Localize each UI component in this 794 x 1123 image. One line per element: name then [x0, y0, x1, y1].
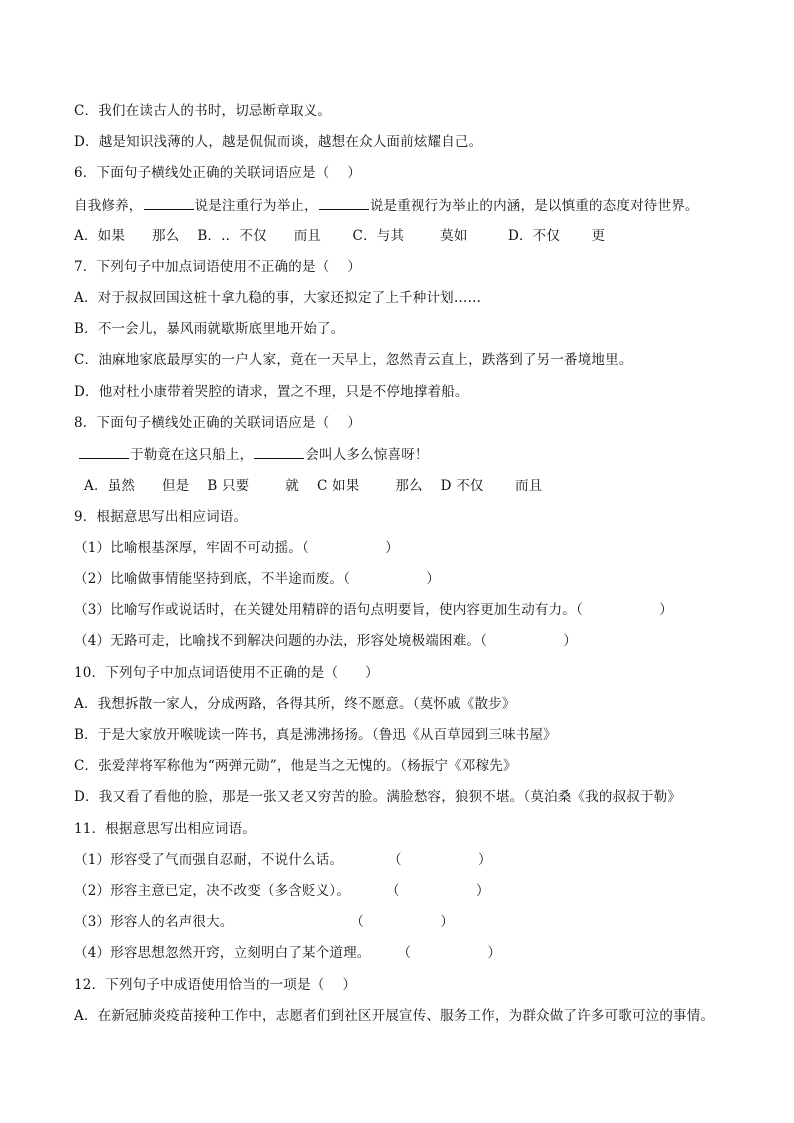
q6-text-c: 说是重视行为举止的内涵，是以慎重的态度对待世界。: [369, 198, 699, 214]
q11-item-1: （1）形容受了气而强自忍耐，不说什么话。 （ ）: [74, 852, 492, 868]
q9-item-1: （1）比喻根基深厚，牢固不可动摇。（ ）: [74, 540, 399, 556]
q9-item-4: （4）无路可走，比喻找不到解决问题的办法，形容处境极端困难。（ ）: [74, 633, 578, 649]
q6-text-a: 自我修养，: [74, 198, 143, 214]
q7-option-c: C．油麻地家底最厚实的一户人家，竟在一天早上，忽然青云直上，跌落到了另一番境地里。: [74, 352, 633, 368]
q12-option-a: A．在新冠肺炎疫苗接种工作中，志愿者们到社区开展宣传、服务工作，为群众做了许多可歌可泣的事情。: [74, 1008, 715, 1024]
q5-option-d: D．越是知识浅薄的人，越是侃侃而谈，越想在众人面前炫耀自己。: [74, 134, 483, 150]
q10-option-b: B．于是大家放开喉咙读一阵书，真是沸沸扬扬。（鲁迅《从百草园到三味书屋》: [74, 727, 557, 743]
q10-option-d: D．我又看了看他的脸，那是一张又老又穷苦的脸。满脸愁容，狼狈不堪。（莫泊桑《我的叔叔于勒》: [74, 789, 682, 805]
q7-stem: 7．下列句子中加点词语使用不正确的是（ ）: [74, 259, 362, 275]
q9-stem: 9．根据意思写出相应词语。: [74, 509, 248, 525]
q8-sentence: [78, 444, 429, 465]
q6-options: A．如果 那么 B．.．不仅 而且 C．与其 莫如 D．不仅 更: [74, 228, 606, 244]
q8-options: A．虽然 但是 B 只要 就 C 如果 那么 D 不仅 而且: [84, 478, 543, 494]
q6-text-b: 说是注重行为举止，: [194, 198, 318, 214]
q10-option-a: A．我想拆散一家人，分成两路，各得其所，终不愿意。（莫怀戚《散步》: [74, 696, 516, 712]
q8-stem: 8．下面句子横线处正确的关联词语应是（ ）: [74, 415, 362, 431]
answer-blank[interactable]: [319, 195, 369, 210]
q10-option-c: C．张爱萍将军称他为“两弹元勋”，他是当之无愧的。（杨振宁《邓稼先》: [74, 758, 517, 774]
q12-stem: 12．下列句子中成语使用恰当的一项是（ ）: [74, 977, 357, 993]
q6-sentence: [74, 195, 699, 216]
q7-option-a: A．对于叔叔回国这桩十拿九稳的事，大家还拟定了上千种计划……: [74, 290, 482, 306]
answer-blank[interactable]: [254, 444, 304, 459]
q9-item-3: （3）比喻写作或说话时，在关键处用精辟的语句点明要旨，使内容更加生动有力。（ ）: [74, 602, 673, 618]
q11-item-2: （2）形容主意已定，决不改变（多含贬义）。 （ ）: [74, 883, 490, 899]
q10-stem: 10．下列句子中加点词语使用不正确的是（ ）: [74, 665, 379, 681]
answer-blank[interactable]: [79, 444, 129, 459]
q11-item-4: （4）形容思想忽然开窍，立刻明白了某个道理。 （ ）: [74, 945, 502, 961]
q7-option-b: B．不一会儿，暴风雨就歇斯底里地开始了。: [74, 321, 345, 337]
q11-stem: 11．根据意思写出相应词语。: [74, 821, 256, 837]
q8-text-b: 会叫人多么惊喜呀！: [305, 447, 429, 463]
q5-option-c: C．我们在读古人的书时，切忌断章取义。: [74, 103, 332, 119]
q8-text-a: 于勒竟在这只船上，: [130, 447, 254, 463]
answer-blank[interactable]: [144, 195, 194, 210]
q6-stem: 6．下面句子横线处正确的关联词语应是（ ）: [74, 165, 362, 181]
q7-option-d: D．他对杜小康带着哭腔的请求，置之不理，只是不停地撑着船。: [74, 384, 469, 400]
q9-item-2: （2）比喻做事情能坚持到底，不半途而废。（ ）: [74, 571, 441, 587]
q11-item-3: （3）形容人的名声很大。 （ ）: [74, 914, 455, 930]
